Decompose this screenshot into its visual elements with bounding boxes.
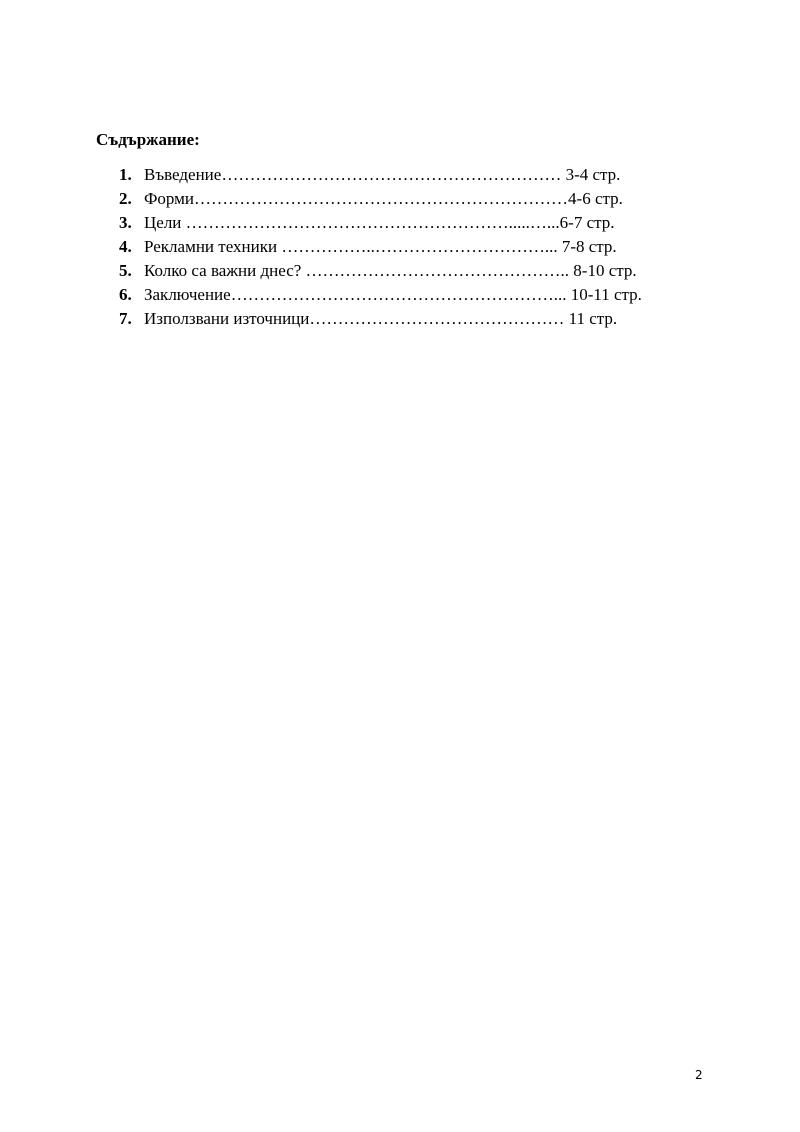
- toc-entry-text: Форми…………………………………………………………4-6 стр.: [144, 189, 623, 208]
- toc-entry-number: 7.: [119, 309, 132, 328]
- toc-entry-text: Колко са важни днес? ……………………………………….. 8-10 стр.: [144, 261, 637, 280]
- page-title: Съдържание:: [96, 130, 200, 149]
- toc-entry-text: Рекламни техники ……………..…………………………... 7-8 стр.: [144, 237, 617, 256]
- toc-entry-number: 4.: [119, 237, 132, 256]
- toc-entry-number: 1.: [119, 165, 132, 184]
- toc-entry-text: Въведение…………………………………………………… 3-4 стр.: [144, 165, 621, 184]
- toc-entry-text: Заключение…………………………………………………... 10-11 стр.: [144, 285, 642, 304]
- toc-entry-number: 3.: [119, 213, 132, 232]
- page-number: 2: [695, 1068, 703, 1082]
- toc-entry-text: Цели ………………………………………………….....…...6-7 стр.: [144, 213, 615, 232]
- toc-entry-number: 6.: [119, 285, 132, 304]
- toc-entry-number: 2.: [119, 189, 132, 208]
- toc-entry-number: 5.: [119, 261, 132, 280]
- toc-entry-text: Използвани източници……………………………………… 11 стр.: [144, 309, 618, 328]
